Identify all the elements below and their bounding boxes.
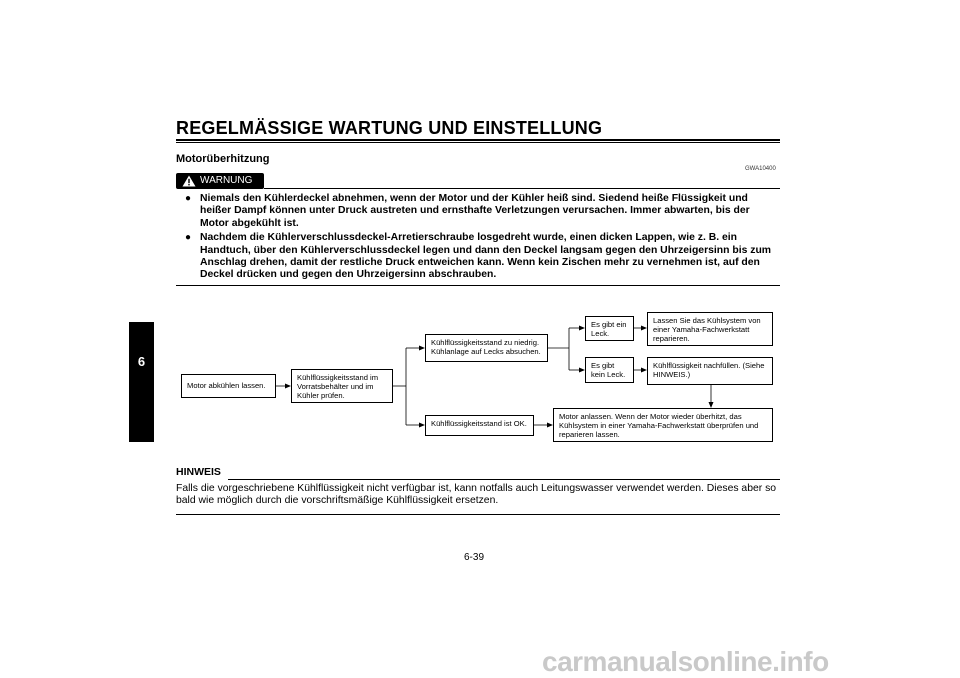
flow-box-no-leak: Es gibt kein Leck.	[585, 357, 634, 383]
chapter-number: 6	[137, 354, 146, 369]
flow-box-level-ok: Kühlflüssigkeitsstand ist OK.	[425, 415, 534, 436]
warning-code: GWA10400	[745, 166, 776, 172]
flow-box-level-low: Kühlflüssigkeitsstand zu niedrig. Kühlanlage auf Lecks absuchen.	[425, 334, 548, 362]
warning-item-text: Niemals den Kühlerdeckel abnehmen, wenn der Motor und der Kühler heiß sind. Siedend heiße Flüssigkeit und heißer Dampf können unter Druck austreten und ernsthafte Verletzungen verursachen. Immer abwarten, bis der Motor abgekühlt ist.	[200, 193, 750, 229]
flow-box-check-level: Kühlflüssigkeitsstand im Vorratsbehälter und im Kühler prüfen.	[291, 369, 393, 403]
bullet-icon: ●	[185, 193, 192, 204]
note-rule	[228, 479, 780, 480]
note-text: Falls die vorgeschriebene Kühlflüssigkeit nicht verfügbar ist, kann notfalls auch Leitungswasser verwendet werden. Dieses aber so bald wie möglich durch die vorschriftsmäßige Kühlflüssigkeit ersetzen.	[176, 483, 777, 507]
note-title: HINWEIS	[176, 466, 221, 478]
flow-box-refill: Kühlflüssigkeit nachfüllen. (Siehe HINWEIS.)	[647, 357, 773, 385]
flow-box-dealer-repair: Lassen Sie das Kühlsystem von einer Yamaha-Fachwerkstatt reparieren.	[647, 312, 773, 346]
flow-box-restart-engine: Motor anlassen. Wenn der Motor wieder überhitzt, das Kühlsystem in einer Yamaha-Fachwerkstatt überprüfen und reparieren lassen.	[553, 408, 773, 442]
section-heading: Motorüberhitzung	[176, 153, 270, 165]
watermark: carmanualsonline.info	[542, 646, 829, 677]
page-number: 6-39	[464, 552, 485, 563]
page-title: REGELMÄSSIGE WARTUNG UND EINSTELLUNG	[176, 118, 603, 138]
warning-item-text: Nachdem die Kühlerverschlussdeckel-Arretierschraube losgedreht wurde, einen dicken Lappen, wie z. B. ein Handtuch, über den Kühlerverschlussdeckel legen und dann den Deckel langsam gegen den Uhrzeigersinn bis zum Anschlag drehen, damit der restliche Druck entweichen kann. Wenn kein Zischen mehr zu vernehmen ist, auf den Deckel drücken und gegen den Uhrzeigersinn abschrauben.	[200, 232, 772, 281]
flow-box-leak: Es gibt ein Leck.	[585, 316, 634, 341]
flow-box-cool-engine: Motor abkühlen lassen.	[181, 374, 276, 398]
warning-label: WARNUNG	[200, 175, 253, 186]
note-end-rule	[176, 514, 780, 515]
bullet-icon: ●	[185, 232, 192, 244]
